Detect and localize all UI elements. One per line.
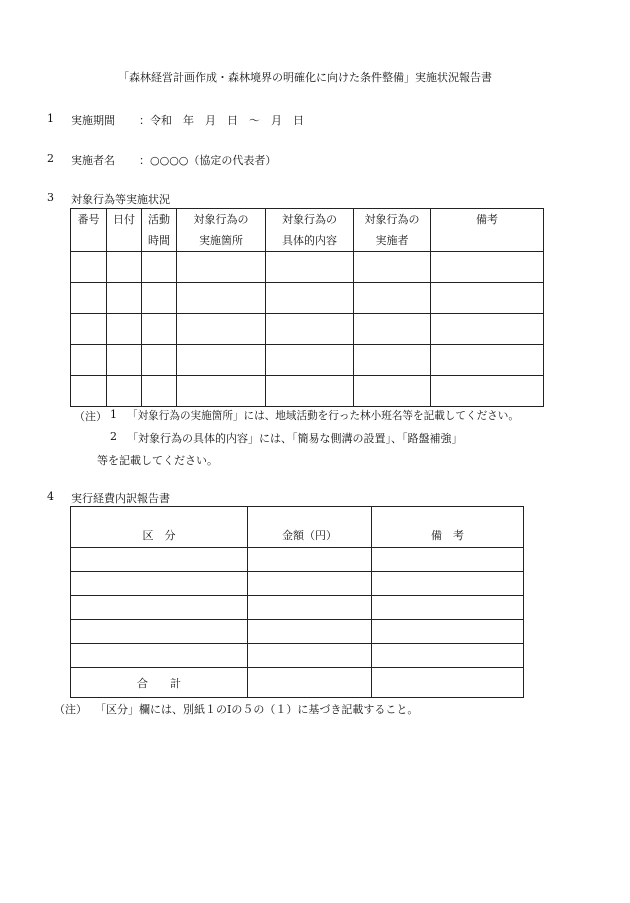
- header-date: 日付: [107, 209, 142, 252]
- section-1-label: 実施期間: [71, 114, 115, 127]
- section-3-label: 対象行為等実施状況: [71, 193, 170, 206]
- table-row: [71, 572, 524, 596]
- section-2-value: ：○○○○（協定の代表者）: [139, 154, 277, 167]
- note-2-continuation: 等を記載してください。: [97, 454, 218, 467]
- table-row: [71, 376, 544, 407]
- section-4-label: 実行経費内訳報告書: [71, 492, 170, 505]
- table-row: [71, 620, 524, 644]
- header-amount: 金額（円）: [248, 507, 372, 548]
- table-row: [71, 252, 544, 283]
- header-location: 対象行為の 実施箇所: [177, 209, 266, 252]
- table-row: [71, 345, 544, 376]
- header-number: 番号: [71, 209, 107, 252]
- note-2-text: 「対象行為の具体的内容」には、「簡易な側溝の設置」、「路盤補強」: [127, 432, 463, 445]
- activity-table-header-row: [71, 209, 544, 252]
- expense-breakdown-table: [70, 506, 524, 698]
- table-row: [71, 548, 524, 572]
- note-prefix: （注）: [74, 410, 107, 423]
- header-remarks: 備 考: [372, 507, 524, 548]
- section-3-number: 3: [47, 191, 54, 204]
- table-row: [71, 596, 524, 620]
- expense-note-text: 「区分」欄には、別紙１のⅠの５の（１）に基づき記載すること。: [95, 703, 419, 716]
- table-row: [71, 283, 544, 314]
- total-row: [71, 668, 524, 698]
- section-1-value: ：令和 年 月 日 ～ 月 日: [139, 114, 304, 127]
- note-2-number: 2: [110, 430, 117, 443]
- header-remarks: 備考: [431, 209, 544, 252]
- page-title: 「森林経営計画作成・森林境界の明確化に向けた条件整備」実施状況報告書: [118, 71, 492, 84]
- expense-table-header-row: [71, 507, 524, 548]
- section-2-label: 実施者名: [71, 154, 115, 167]
- note-1-text: 「対象行為の実施箇所」には、地域活動を行った林小班名等を記載してください。: [127, 410, 519, 422]
- total-label: 合 計: [71, 668, 248, 698]
- activity-status-table: [70, 208, 544, 407]
- header-activity-time: 活動 時間: [142, 209, 177, 252]
- note-1-number: 1: [110, 408, 117, 421]
- table-row: [71, 644, 524, 668]
- section-4-number: 4: [47, 490, 54, 503]
- header-category: 区 分: [71, 507, 248, 548]
- expense-note-prefix: （注）: [54, 703, 87, 716]
- section-2-number: 2: [47, 152, 54, 165]
- header-implementer: 対象行為の 実施者: [354, 209, 431, 252]
- header-content: 対象行為の 具体的内容: [266, 209, 354, 252]
- section-1-number: 1: [47, 112, 54, 125]
- table-row: [71, 314, 544, 345]
